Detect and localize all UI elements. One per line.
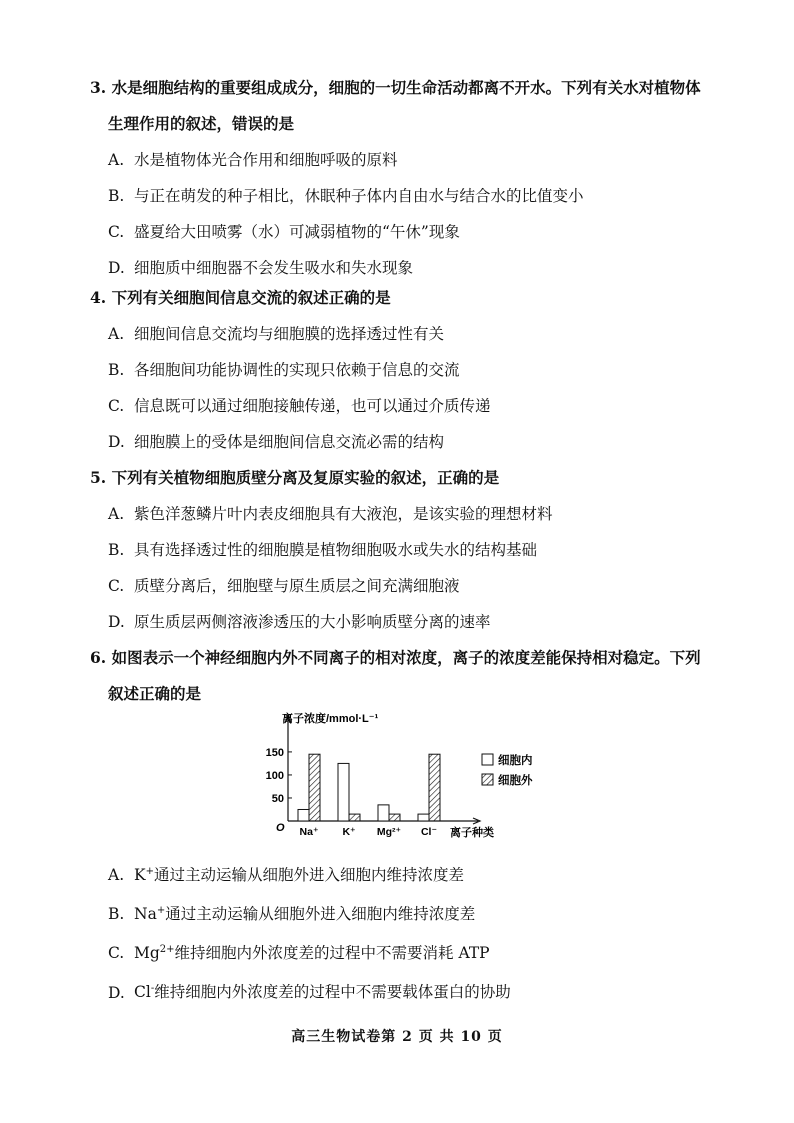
option-c [90, 574, 730, 598]
question-stem: 3. 水是细胞结构的重要组成成分，细胞的一切生命活动都离不开水。下列有关水对植物体 [90, 78, 701, 97]
option-letter: D. [108, 983, 125, 1002]
y-tick-label: 50 [271, 792, 284, 805]
legend-swatch [482, 754, 493, 765]
ion-concentration-chart [250, 710, 560, 850]
option-ion: Mg [134, 944, 160, 963]
option-text: 细胞间信息交流均与细胞膜的选择透过性有关 [134, 325, 445, 343]
option-d [90, 256, 730, 280]
option-b [90, 899, 730, 926]
bar-outside [309, 754, 320, 821]
question-stem: 5. 下列有关植物细胞质壁分离及复原实验的叙述，正确的是 [90, 468, 500, 487]
option-letter: A. [108, 505, 125, 523]
option-text: 与正在萌发的种子相比，休眠种子体内自由水与结合水的比值变小 [134, 187, 584, 205]
option-a [90, 148, 730, 172]
option-ion-charge: + [145, 866, 154, 877]
x-axis-label: 离子种类 [450, 827, 494, 839]
legend-swatch [482, 774, 493, 785]
option-ion-charge: - [150, 983, 155, 995]
option-text: 质壁分离后，细胞壁与原生质层之间充满细胞液 [134, 577, 460, 595]
x-tick-label: Mg²⁺ [376, 826, 402, 838]
option-letter: B. [108, 905, 125, 924]
chart-svg [250, 710, 560, 850]
page-footer: 高三生物试卷第 2 页 共 10 页 [291, 1029, 503, 1045]
option-text: 细胞质中细胞器不会发生吸水和失水现象 [134, 259, 414, 277]
option-letter: C. [108, 223, 125, 241]
option-letter: B. [108, 541, 125, 559]
option-text: 具有选择透过性的细胞膜是植物细胞吸水或失水的结构基础 [134, 541, 538, 559]
question-6-stem-block [90, 646, 730, 706]
option-b [90, 538, 730, 562]
option-letter: A. [108, 866, 125, 885]
option-b [90, 358, 730, 382]
question-stem: 6. 如图表示一个神经细胞内外不同离子的相对浓度，离子的浓度差能保持相对稳定。下列 [90, 648, 701, 667]
option-letter: D. [108, 259, 125, 277]
option-text: 细胞膜上的受体是细胞间信息交流必需的结构 [134, 433, 445, 451]
question-6-options [90, 860, 730, 1005]
question-3 [90, 76, 730, 280]
option-letter: B. [108, 361, 125, 379]
option-c [90, 220, 730, 244]
option-text: 紫色洋葱鳞片叶内表皮细胞具有大液泡，是该实验的理想材料 [134, 505, 553, 523]
option-text: 维持细胞内外浓度差的过程中不需要载体蛋白的协助 [154, 983, 511, 1002]
bar-outside [389, 814, 400, 821]
option-text: 维持细胞内外浓度差的过程中不需要消耗 ATP [174, 944, 490, 963]
option-text: 通过主动运输从细胞外进入细胞内维持浓度差 [165, 905, 476, 924]
option-text: 通过主动运输从细胞外进入细胞内维持浓度差 [153, 866, 464, 885]
bar-outside [429, 754, 440, 821]
option-b [90, 184, 730, 208]
origin-label: O [276, 822, 285, 834]
option-d [90, 977, 730, 1004]
option-letter: C. [108, 397, 125, 415]
option-c [90, 938, 730, 965]
option-letter: C. [108, 944, 125, 963]
option-text: 信息既可以通过细胞接触传递，也可以通过介质传递 [134, 397, 491, 415]
option-ion: Na [134, 905, 157, 924]
y-tick-label: 100 [265, 769, 284, 782]
y-tick-label: 150 [265, 746, 284, 759]
question-4 [90, 286, 730, 454]
question-stem-continued: 生理作用的叙述，错误的是 [108, 114, 295, 133]
option-c [90, 394, 730, 418]
x-tick-label: K⁺ [342, 826, 356, 838]
question-5 [90, 466, 730, 634]
legend-label: 细胞外 [498, 775, 533, 787]
bar-inside [298, 809, 309, 821]
question-stem-continued: 叙述正确的是 [108, 684, 202, 703]
option-letter: A. [108, 325, 125, 343]
option-letter: A. [108, 151, 125, 169]
option-d [90, 430, 730, 454]
option-ion-charge: 2+ [159, 944, 175, 956]
x-tick-label: Cl⁻ [420, 826, 438, 838]
option-a [90, 860, 730, 887]
x-tick-label: Na⁺ [299, 826, 319, 838]
option-ion: Cl [134, 983, 151, 1002]
option-a [90, 502, 730, 526]
option-text: 各细胞间功能协调性的实现只依赖于信息的交流 [134, 361, 460, 379]
option-ion-charge: + [156, 905, 166, 917]
option-text: 盛夏给大田喷雾（水）可减弱植物的“午休”现象 [134, 223, 460, 241]
option-d [90, 610, 730, 634]
legend-label: 细胞内 [498, 755, 533, 767]
option-a [90, 322, 730, 346]
bar-outside [349, 814, 360, 821]
option-letter: D. [108, 433, 125, 451]
option-text: 原生质层两侧溶液渗透压的大小影响质壁分离的速率 [134, 613, 491, 631]
option-letter: D. [108, 613, 125, 631]
option-letter: C. [108, 577, 125, 595]
bar-inside [378, 805, 389, 821]
bar-inside [338, 763, 349, 821]
y-axis-label: 离子浓度/mmol·L⁻¹ [282, 713, 379, 726]
bar-inside [418, 814, 429, 821]
option-letter: B. [108, 187, 125, 205]
option-text: 水是植物体光合作用和细胞呼吸的原料 [134, 151, 398, 169]
option-ion: K [134, 866, 146, 885]
question-stem: 4. 下列有关细胞间信息交流的叙述正确的是 [90, 288, 391, 307]
